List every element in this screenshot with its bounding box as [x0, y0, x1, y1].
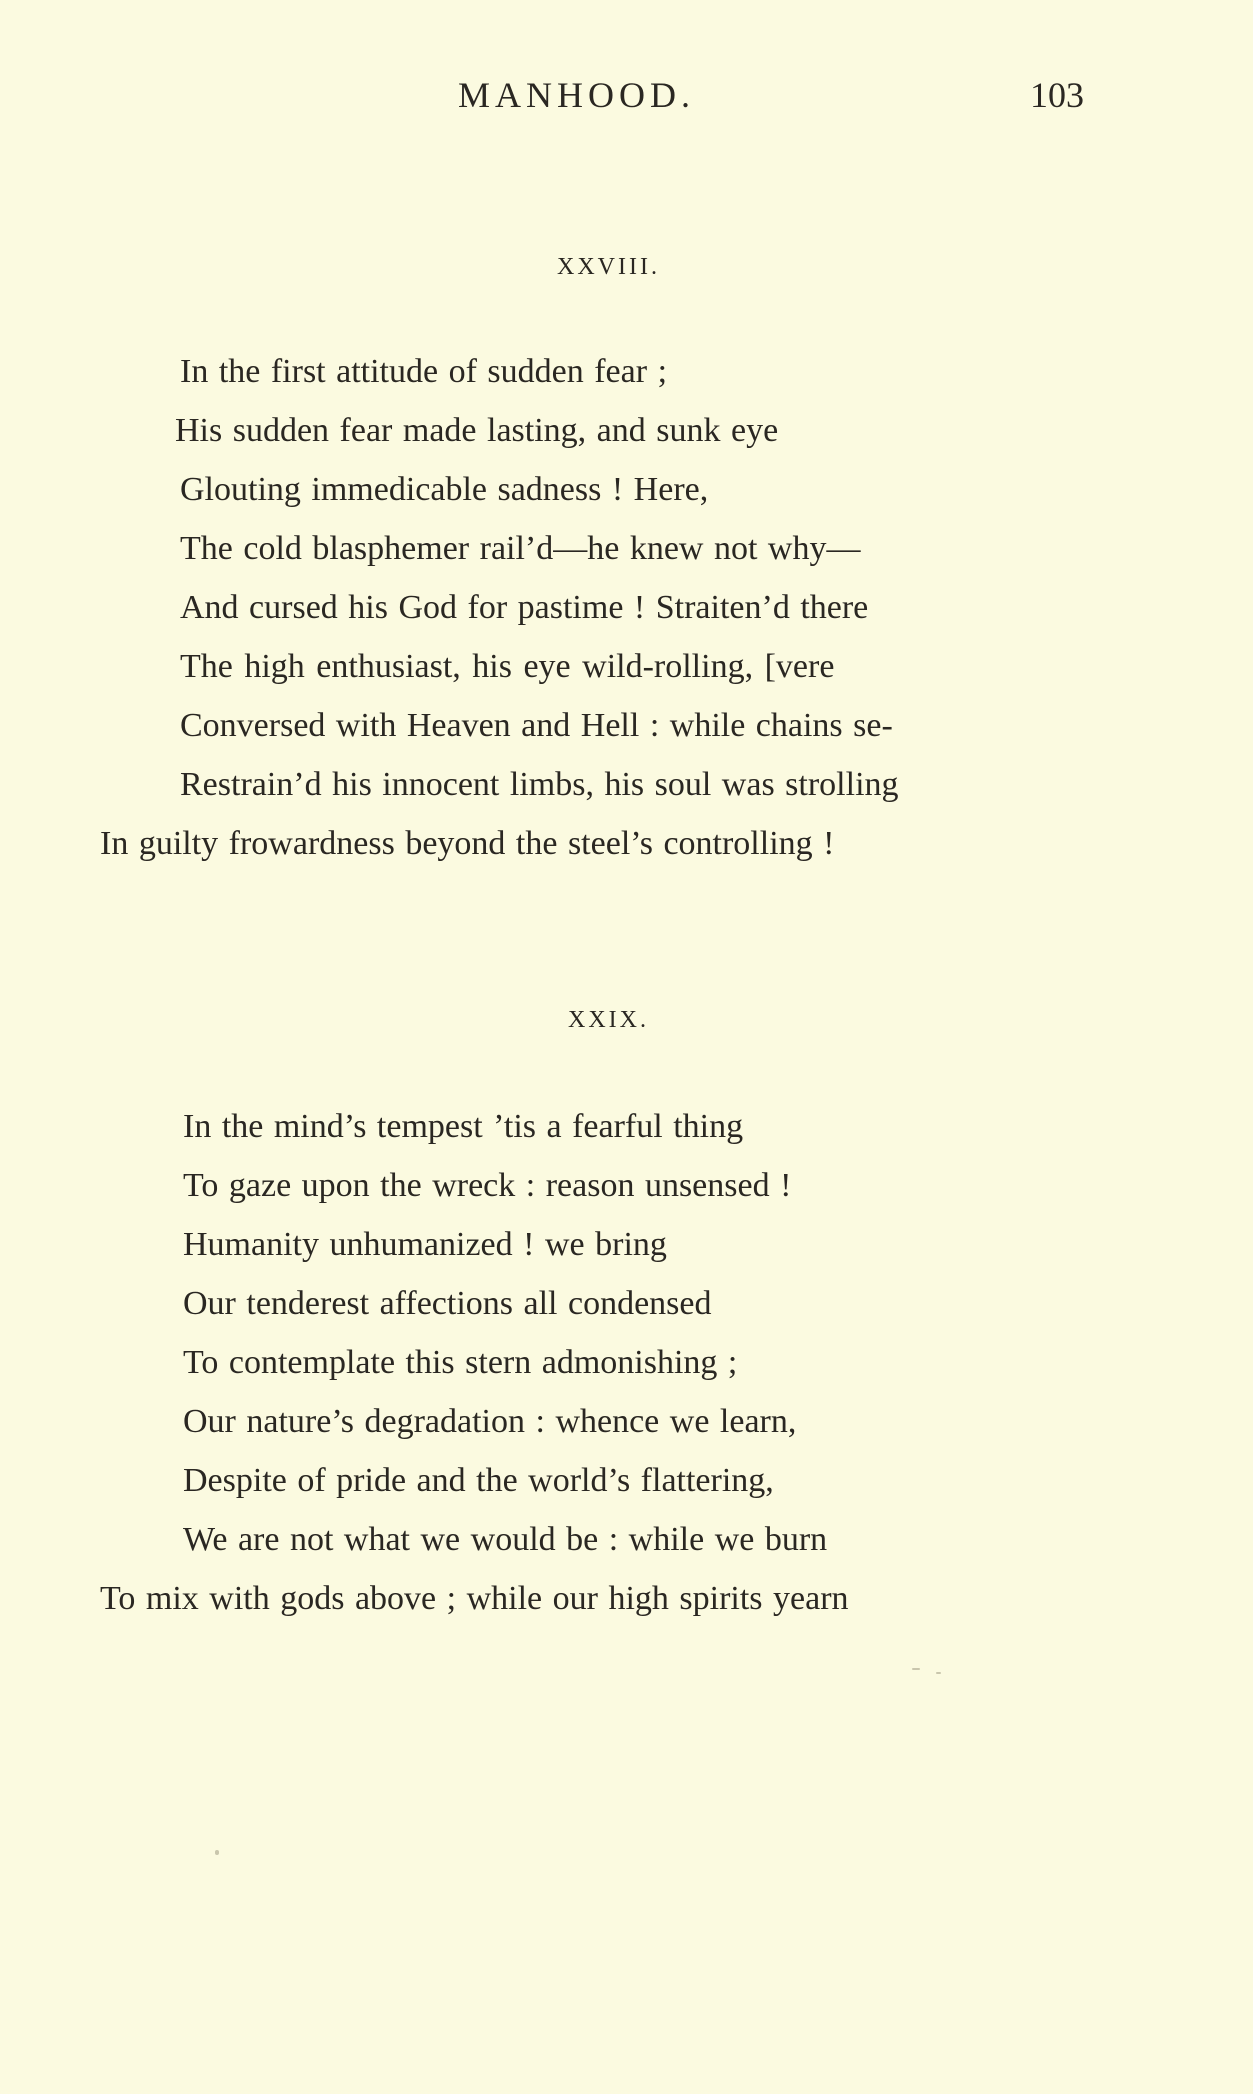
verse-line: His sudden fear made lasting, and sunk eye: [175, 412, 779, 449]
verse-line: The cold blasphemer rail’d—he knew not why—: [180, 530, 861, 567]
paper-speck: [912, 1668, 920, 1670]
verse-line: In the first attitude of sudden fear ;: [180, 353, 668, 390]
running-head: [0, 70, 1253, 120]
stanza-numeral: XXIX.: [568, 1007, 649, 1033]
verse-line: Glouting immedicable sadness ! Here,: [180, 471, 709, 508]
verse-line: Despite of pride and the world’s flattering,: [183, 1462, 774, 1499]
verse-line: In the mind’s tempest ’tis a fearful thing: [183, 1108, 744, 1145]
verse-line: To mix with gods above ; while our high spirits yearn: [100, 1580, 849, 1617]
running-title: MANHOOD.: [458, 75, 695, 115]
verse-line: The high enthusiast, his eye wild-rolling, [vere: [180, 648, 835, 685]
verse-line: Our nature’s degradation : whence we learn,: [183, 1403, 797, 1440]
verse-line: To gaze upon the wreck : reason unsensed !: [183, 1167, 792, 1204]
verse-line: And cursed his God for pastime ! Straiten’d there: [180, 589, 869, 626]
verse-line: In guilty frowardness beyond the steel’s controlling !: [100, 825, 835, 862]
verse-line: Our tenderest affections all condensed: [183, 1285, 712, 1322]
stanza-numeral: XXVIII.: [557, 254, 660, 280]
paper-speck: [215, 1850, 219, 1855]
verse-line: Humanity unhumanized ! we bring: [183, 1226, 667, 1263]
page-number: 103: [1030, 75, 1084, 115]
verse-line: We are not what we would be : while we burn: [183, 1521, 828, 1558]
verse-line: Restrain’d his innocent limbs, his soul was strolling: [180, 766, 899, 803]
verse-line: To contemplate this stern admonishing ;: [183, 1344, 738, 1381]
paper-speck: [936, 1672, 941, 1674]
verse-line: Conversed with Heaven and Hell : while chains se-: [180, 707, 893, 744]
